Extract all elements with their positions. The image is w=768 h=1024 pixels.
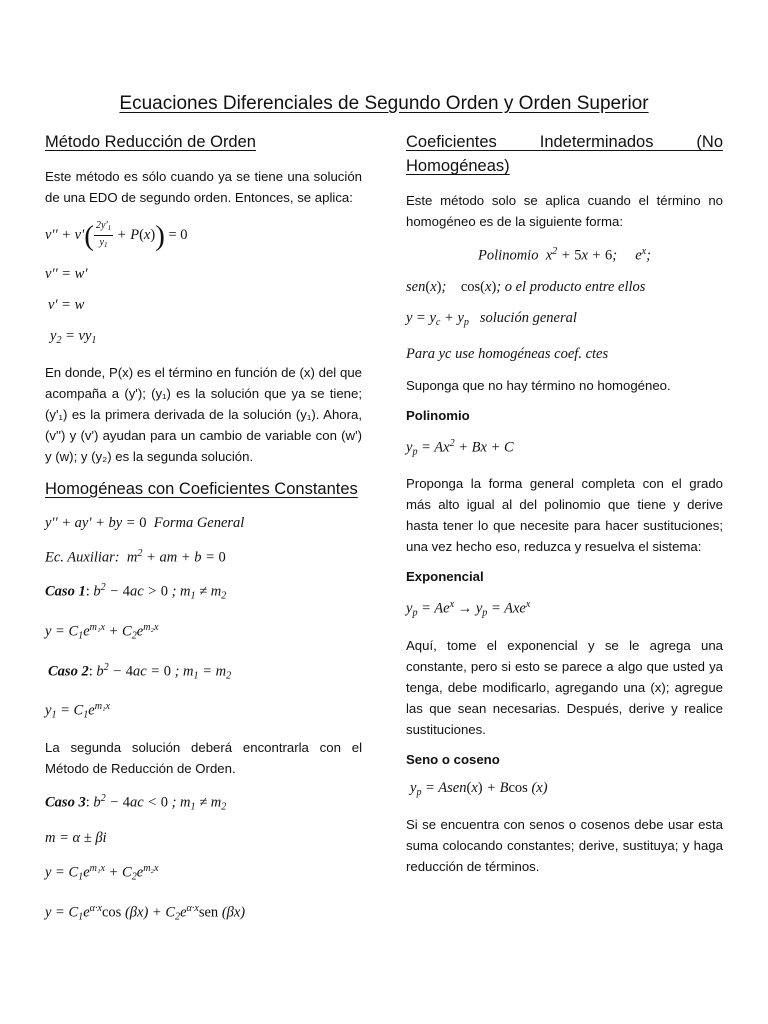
- equation-solucion-general: $y = y_c + y_p$ solución general: [406, 309, 577, 328]
- equation-raices: m = α ± βi: [45, 830, 107, 847]
- equation-solucion-caso-2: $y_1 = C_1e^{m_1x}$: [45, 701, 111, 721]
- equation-trig-forms: sen(x); cos(x); o el producto entre ellos: [406, 278, 646, 295]
- left-column: [45, 130, 362, 939]
- paragraph-en-donde: En donde, P(x) es el término en función de (x) del que acompaña a (y'); (y₁) es la solución que ya se tiene; (y'₁) es la primera derivada de la solución (y₁). Ahora, (v'') y (v') ayudan para un cambio de variable con (w') y (w); y (y₂) es la segunda solución.: [45, 364, 362, 464]
- equation-ec-auxiliar: Ec. Auxiliar: $m^2$ + am + b = 0: [45, 547, 226, 566]
- equation-solucion-caso-3: $y = C_1e^{m_1x} + C_2e^{m_2x}$: [45, 863, 159, 884]
- heading-coeficientes: Coeficientes Indeterminados (No Homogéneas): [406, 133, 723, 175]
- paragraph-aqui: Aquí, tome el exponencial y se le agrega una constante, pero si esto se parece a algo que usted ya tenga, debe modificarlo, agregando una (x); agregue las que sean necesarias. Después, derive y realice sustituciones.: [406, 637, 723, 737]
- paragraph-metodo: Este método solo se aplica cuando el término no homogéneo es de la siguiente forma:: [406, 193, 723, 229]
- paragraph-suponga: Suponga que no hay término no homogéneo.: [406, 377, 671, 393]
- equation-para-yc: Para yc use homogéneas coef. ctes: [406, 345, 609, 362]
- equation-caso-3: Caso 3: $b^2 - 4ac < 0$ ; $m_1 \ne m_2$: [45, 792, 227, 813]
- heading-exponencial: Exponencial: [406, 569, 484, 585]
- equation-v2: v'' = w': [45, 265, 88, 282]
- equation-forma-general: y'' + ay' + by = 0 Forma General: [45, 514, 245, 531]
- page-title: Ecuaciones Diferenciales de Segundo Orden y Orden Superior: [119, 93, 649, 114]
- equation-caso-2: Caso 2: $b^2 - 4ac = 0$ ; $m_1 = m_2$: [48, 661, 232, 682]
- equation-formas: Polinomio $x^2 + 5x + 6$; $e^x$;: [478, 246, 651, 264]
- paragraph-proponga: Proponga la forma general completa con el grado más alto igual al del polinomio que tiene y derive hasta tener lo que necesite para hacer sustituciones; una vez hecho eso, reduzca y resuelva el sistema:: [406, 476, 723, 555]
- equation-caso-1: Caso 1: $b^2 - 4ac > 0$ ; $m_1 \ne m_2$: [45, 582, 227, 603]
- equation-polinomio: $y_p = Ax^2 + Bx + C$: [406, 437, 514, 458]
- equation-solucion-caso-1: $y = C_1e^{m_1x} + C_2e^{m_2x}$: [45, 622, 159, 642]
- heading-reduccion-orden: Método Reducción de Orden: [45, 133, 256, 151]
- equation-exponencial: $y_p = Ae^x \to y_p = Axe^x$: [406, 599, 531, 619]
- equation-solucion-trig: $y = C_1e^{\alpha\cdot x}\cos$ $(\beta x) + C_2e^{\alpha\cdot x}sen$ (βx): [45, 903, 246, 923]
- equation-reduccion: v'' + v'( $\frac{2y'_1}{y_1}$ + P(x)) = 0: [45, 219, 188, 252]
- heading-homogeneas: Homogéneas con Coeficientes Constantes: [45, 479, 358, 498]
- paragraph-intro: Este método es sólo cuando ya se tiene una solución de una EDO de segundo orden. Entonces, se aplica:: [45, 169, 362, 205]
- equation-seno-coseno: $y_p$ = Asen(x) + Bcos (x): [410, 779, 548, 798]
- heading-polinomio: Polinomio: [406, 407, 470, 423]
- equation-v1: v' = w: [48, 296, 85, 313]
- paragraph-segunda-solucion: La segunda solución deberá encontrarla con el Método de Reducción de Orden.: [45, 739, 362, 776]
- paragraph-si-se-encuentra: Si se encuentra con senos o cosenos debe usar esta suma colocando constantes; derive, sustituya; y haga reducción de términos.: [406, 816, 723, 874]
- right-column: [406, 130, 723, 887]
- equation-y2: $y_2 = vy_1$: [50, 327, 97, 346]
- heading-seno-coseno: Seno o coseno: [406, 751, 500, 767]
